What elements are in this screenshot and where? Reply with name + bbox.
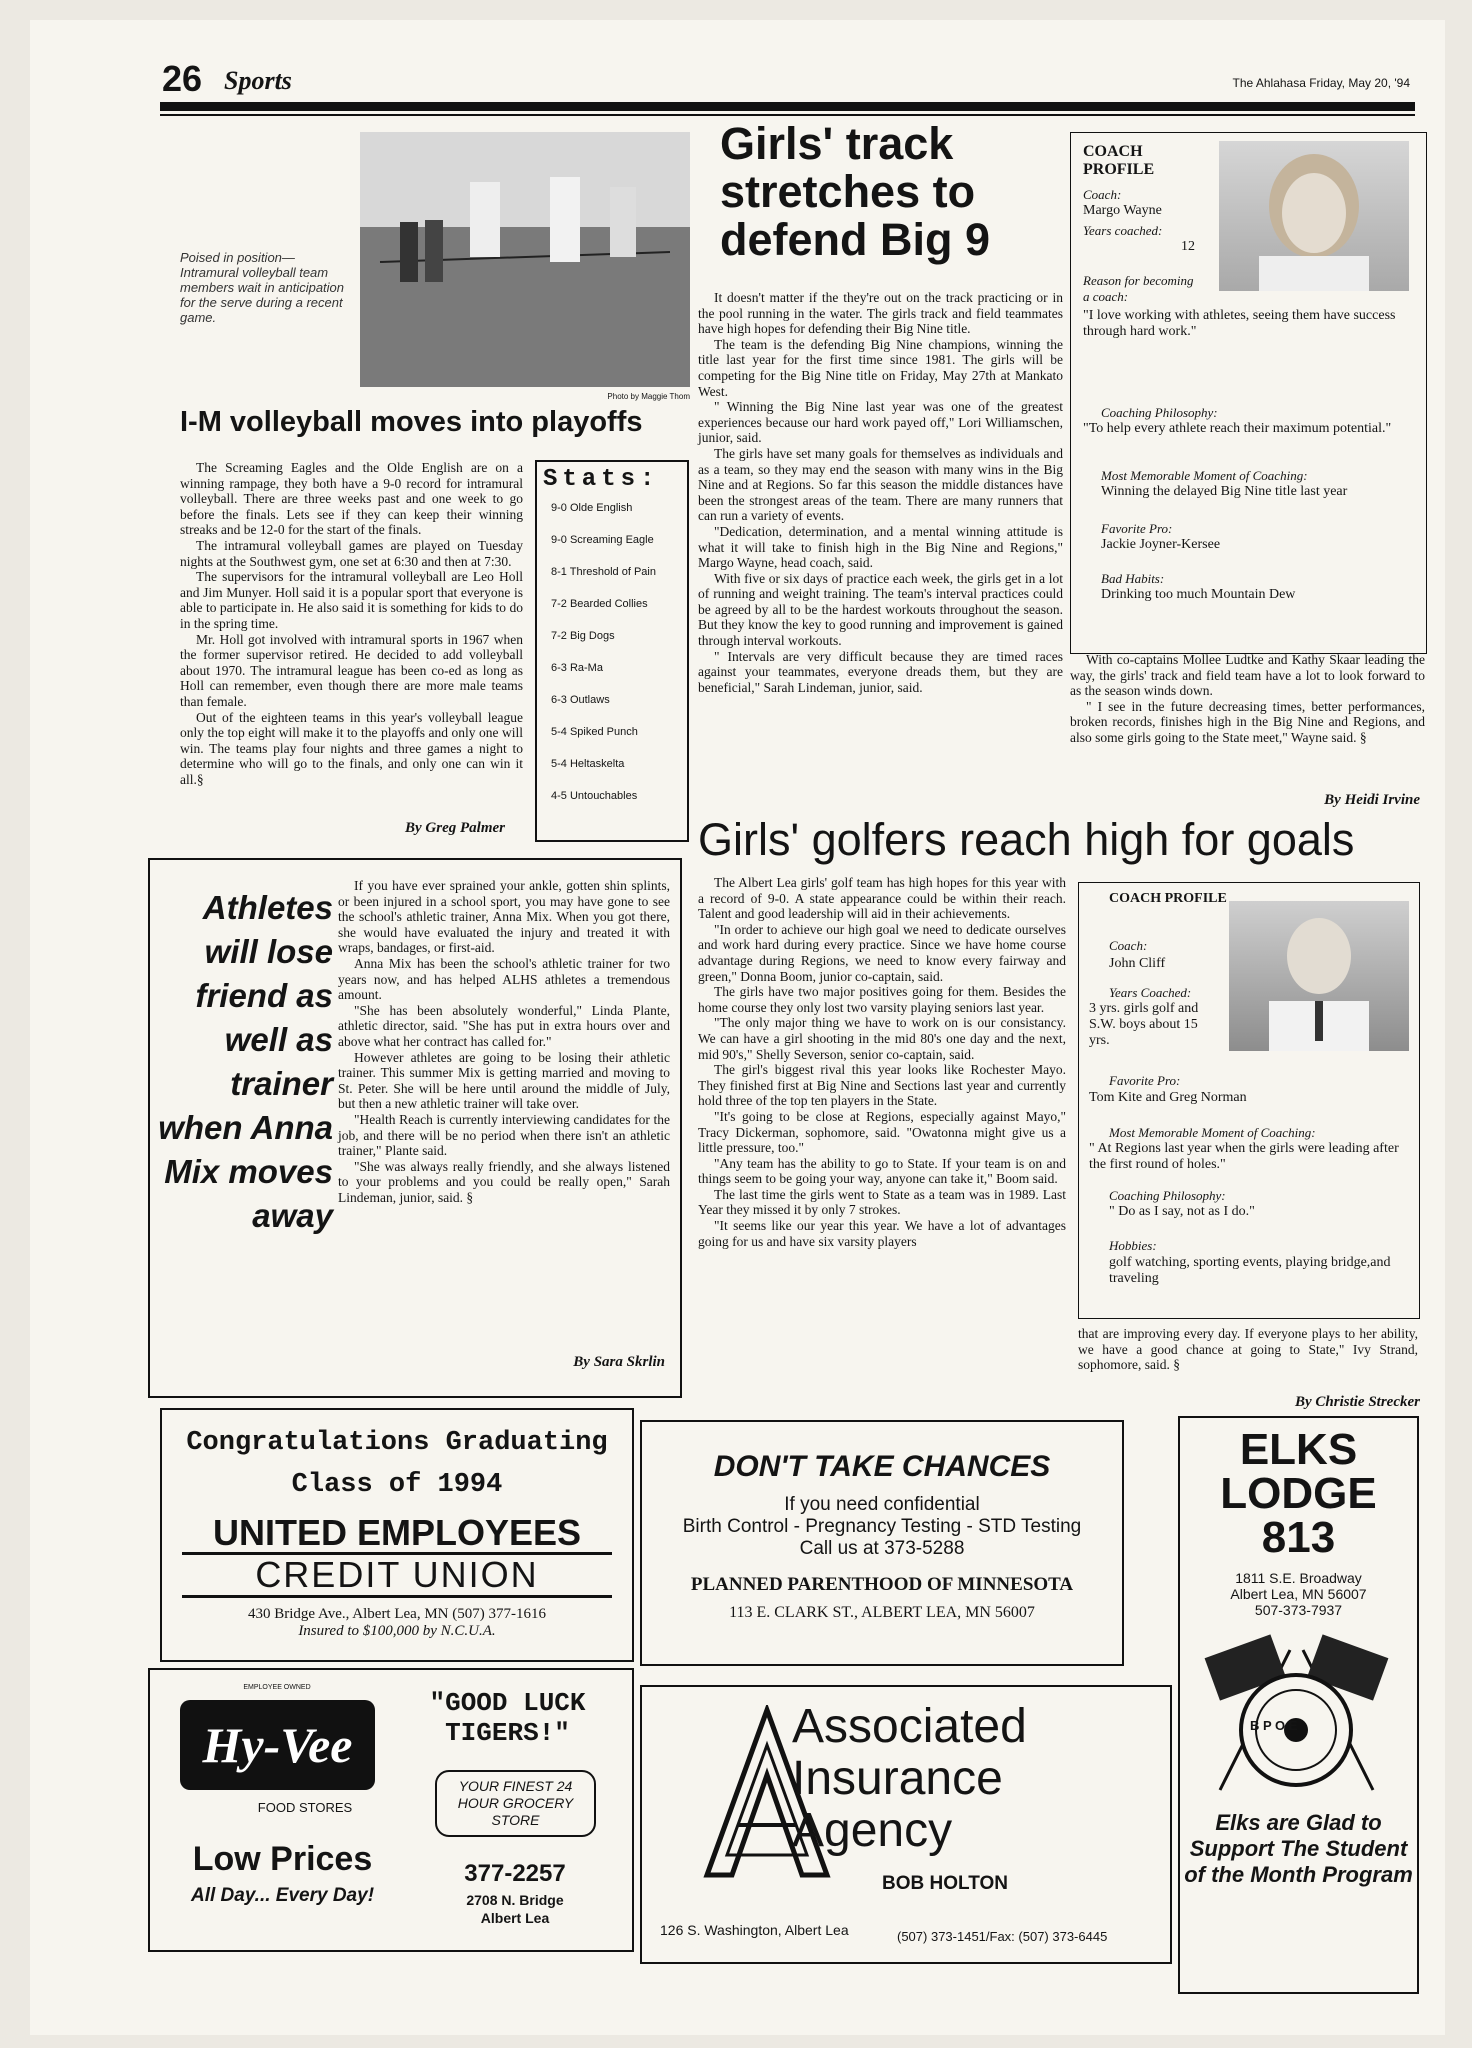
insurance-agent: BOB HOLTON xyxy=(882,1873,1008,1894)
ad-class-year: Class of 1994 xyxy=(291,1470,503,1500)
newspaper-page xyxy=(30,20,1445,2035)
reason-label: Reason for becoming a coach: xyxy=(1083,273,1194,304)
paragraph: If you have ever sprained your ankle, gotten shin splints, or been injured in a school sport, you may have gone to see the school's athletic trainer, Anna Mix. When you got there, she would have evaluated the injury and treated it with wraps, bandages, or first-aid. xyxy=(338,878,670,956)
photo-credit: Photo by Maggie Thom xyxy=(607,392,690,401)
elks-city: Albert Lea, MN 56007 xyxy=(1230,1586,1367,1602)
paragraph: It doesn't matter if the they're out on the track practicing or in the pool running in the water. The girls track and field teammates have high hopes for defending their Big Nine title. xyxy=(698,290,1063,337)
paragraph: The team is the defending Big Nine champions, winning the title last year for the first time since 1981. The girls will be competing for the Big Nine title on Friday, May 27th at Mankato West. xyxy=(698,336,1063,399)
paragraph: "It seems like our year this year. We have a lot of advantages going for us and have six varsity players xyxy=(698,1218,1066,1249)
paragraph: " Intervals are very difficult because they are timed races against your teammates, everyone dreads them, but they are beneficial," Sarah Lindeman, junior, said. xyxy=(698,648,1063,695)
paragraph: "It's going to be close at Regions, especially against Mayo," Tracy Dickerman, sophomore, said. "Owatonna might give us a little pressure, too." xyxy=(698,1108,1066,1156)
insurance-address: 126 S. Washington, Albert Lea xyxy=(660,1922,849,1938)
philosophy-value: " Do as I say, not as I do." xyxy=(1109,1204,1255,1219)
credit-union-insured: Insured to $100,000 by N.C.U.A. xyxy=(298,1623,496,1639)
philosophy-label: Coaching Philosophy: xyxy=(1101,405,1218,420)
trainer-headline: Athletes will lose friend as well as trainer when Anna Mix moves away xyxy=(158,889,333,1234)
elks-lodge-ad xyxy=(1178,1416,1419,1994)
paragraph: "Health Reach is currently interviewing candidates for the job, and there will be no period when there isn't an athletic trainer," Plante said. xyxy=(338,1111,670,1159)
insurance-name-line2: Insurance xyxy=(792,1752,1003,1805)
paragraph: "In order to achieve our high goal we need to dedicate ourselves and work hard during every practice. Since we have home course advantage during Regions, we need to know every fairway and green," Donna Boom, junior co-captain, said. xyxy=(698,921,1066,984)
hyvee-stores: FOOD STORES xyxy=(257,1800,353,1815)
planned-parenthood-ad xyxy=(640,1420,1124,1666)
hyvee-slogan: Low Prices xyxy=(192,1840,373,1878)
header-rule xyxy=(160,102,1415,111)
paragraph: Mr. Holl got involved with intramural sports in 1967 when the former supervisor retired. He decided to add volleyball about 1970. The intramural league has been co-ed as long as Holl can remember, even though there are more male teams than female. xyxy=(180,631,523,709)
habits-label: Bad Habits: xyxy=(1101,571,1165,586)
hyvee-ad xyxy=(148,1668,634,1952)
stats-list xyxy=(537,497,687,825)
golf-headline: Girls' golfers reach high for goals xyxy=(698,814,1355,865)
coach-label: Coach: xyxy=(1083,187,1122,202)
stat-row: 5-4 Heltaskelta xyxy=(551,758,625,770)
elks-emblem-letters: B P O E xyxy=(1250,1718,1298,1733)
hyvee-slogan-sub: All Day... Every Day! xyxy=(190,1885,375,1906)
credit-union-address: 430 Bridge Ave., Albert Lea, MN (507) 377-1616 xyxy=(247,1606,546,1622)
credit-union-ad xyxy=(160,1408,634,1662)
track-coach-profile xyxy=(1070,132,1427,654)
insurance-ad xyxy=(640,1685,1172,1964)
paragraph: The girl's biggest rival this year looks like Rochester Mayo. They finished first at Big Nine and Sections last year and currently hold three of the top ten players in the State. xyxy=(698,1062,1066,1109)
coach-name: John Cliff xyxy=(1109,956,1166,971)
paragraph: "Dedication, determination, and a mental winning attitude is what it will take to finish high in the Big Nine and Regions," Margo Wayne, head coach, said. xyxy=(698,523,1063,571)
ad-line: If you need confidential xyxy=(784,1494,980,1515)
coach-name: Margo Wayne xyxy=(1083,203,1162,218)
paragraph: With five or six days of practice each week, the girls get in a lot of running and weight training. The team's interval practices could be agreed by all to be the hardest workouts throughout the season. But they know the key to good running and improvement is gained through interval workouts. xyxy=(698,570,1063,649)
elks-address: 1811 S.E. Broadway xyxy=(1235,1570,1362,1586)
reason-value: "I love working with athletes, seeing them have success through hard work." xyxy=(1083,308,1396,339)
track-headline: Girls' track stretches to defend Big 9 xyxy=(720,118,991,265)
paper-dateline: The Ahlahasa Friday, May 20, '94 xyxy=(1232,76,1410,90)
hobbies-value: golf watching, sporting events, playing bridge,and traveling xyxy=(1109,1255,1391,1286)
philosophy-value: "To help every athlete reach their maximum potential." xyxy=(1083,421,1392,436)
philosophy-label: Coaching Philosophy: xyxy=(1109,1188,1226,1203)
paragraph: The supervisors for the intramural volleyball are Leo Holl and Jim Munyer. Holl said it is a popular sport that everyone is able to participate in. He also said it is something for kids to do in the spring time. xyxy=(180,569,523,631)
trainer-article-box xyxy=(148,858,682,1398)
portrait-art xyxy=(1219,141,1409,291)
track-article xyxy=(698,290,1063,695)
john-cliff-photo xyxy=(1229,901,1409,1051)
insurance-name-line1: Associated xyxy=(792,1700,1027,1753)
volleyball-photo xyxy=(360,132,690,387)
paragraph: "The only major thing we have to work on is our consistancy. We can have a girl shooting in the mid 80's one day and the next, mid 90's," Shelly Severson, senior co-captain, said. xyxy=(698,1015,1066,1062)
stat-row: 7-2 Bearded Collies xyxy=(551,598,648,610)
margo-wayne-photo xyxy=(1219,141,1409,291)
hyvee-owned: EMPLOYEE OWNED xyxy=(243,1684,311,1691)
paragraph: The girls have set many goals for themselves as individuals and as a team, so they may end the season with many wins in the Big Nine and at Regions. So far this season the middle distances have been the strongest areas of the team. There are many runners that can run a variety of events. xyxy=(698,445,1063,524)
paragraph: The girls have two major positives going for them. Besides the home course they only lost two varsity playing seniors last year. xyxy=(698,984,1066,1015)
hyvee-24hr-box: YOUR FINEST 24 HOUR GROCERY STORE xyxy=(435,1770,596,1837)
ad-line: Birth Control - Pregnancy Testing - STD Testing xyxy=(682,1516,1082,1537)
credit-union-name-line2: CREDIT UNION xyxy=(182,1555,612,1598)
volleyball-article xyxy=(180,460,523,787)
pro-value: Jackie Joyner-Kersee xyxy=(1101,537,1221,552)
golf-article-continued: that are improving every day. If everyone plays to her ability, we have a good chance at going to State," Ivy Strand, sophomore, said. § xyxy=(1078,1326,1418,1373)
ad-headline: DON'T TAKE CHANCES xyxy=(713,1450,1051,1483)
volleyball-photo-art xyxy=(360,132,690,387)
page-number: 26 xyxy=(162,58,203,99)
elks-name-line1: ELKS xyxy=(1239,1425,1358,1474)
years-value: 12 xyxy=(1181,239,1195,254)
golf-byline: By Christie Strecker xyxy=(1294,1394,1420,1410)
ad-headline: Congratulations Graduating xyxy=(186,1428,608,1458)
paragraph: "She has been absolutely wonderful," Linda Plante, athletic director, said. "She has put in extra hours over and above what her contract has called for." xyxy=(338,1002,670,1049)
paragraph: " Winning the Big Nine last year was one of the greatest experiences because our hard work payed off," Lori Williamschen, junior, said. xyxy=(698,399,1063,446)
pro-value: Tom Kite and Greg Norman xyxy=(1089,1090,1247,1105)
pro-label: Favorite Pro: xyxy=(1109,1073,1181,1088)
ad-address: 113 E. CLARK ST., ALBERT LEA, MN 56007 xyxy=(729,1604,1035,1621)
hyvee-city: Albert Lea xyxy=(480,1910,550,1926)
track-article-continued xyxy=(1070,652,1425,746)
paragraph: "Any team has the ability to go to State. If your team is on and things seem to be going your way, anyone can take it," Boom said. xyxy=(698,1155,1066,1187)
elks-name-line2: LODGE xyxy=(1220,1469,1377,1518)
good-luck-message: "GOOD LUCK TIGERS!" xyxy=(429,1688,586,1748)
hobbies-label: Hobbies: xyxy=(1109,1238,1157,1253)
ad-phone: Call us at 373-5288 xyxy=(799,1538,965,1559)
trainer-byline: By Sara Skrlin xyxy=(573,1354,665,1370)
insurance-phone: (507) 373-1451/Fax: (507) 373-6445 xyxy=(897,1929,1108,1944)
paragraph: With co-captains Mollee Ludtke and Kathy Skaar leading the way, the girls' track and field team have a lot to look forward to as the season winds down. xyxy=(1070,652,1425,699)
years-label: Years Coached: xyxy=(1109,985,1192,1000)
moment-label: Most Memorable Moment of Coaching: xyxy=(1101,468,1308,483)
paragraph: The last time the girls went to State as a team was in 1989. Last Year they missed it by only 7 strokes. xyxy=(698,1186,1066,1218)
hyvee-address: 2708 N. Bridge xyxy=(466,1892,564,1908)
ad-org-name: PLANNED PARENTHOOD OF MINNESOTA xyxy=(690,1574,1074,1595)
credit-union-name-line1: UNITED EMPLOYEES xyxy=(182,1514,612,1555)
paragraph: The intramural volleyball games are played on Tuesday nights at the Southwest gym, one set at 6:30 and then at 7:30. xyxy=(180,537,523,569)
volleyball-headline: I-M volleyball moves into playoffs xyxy=(180,406,643,438)
coach-profile-title: COACH PROFILE xyxy=(1109,891,1227,906)
moment-value: Winning the delayed Big Nine title last year xyxy=(1101,484,1348,499)
elks-emblem-art xyxy=(1180,1630,1413,1800)
stat-row: 7-2 Big Dogs xyxy=(551,630,615,642)
moment-label: Most Memorable Moment of Coaching: xyxy=(1109,1125,1316,1140)
elks-tagline: Elks are Glad to Support The Student of the Month Program xyxy=(1184,1810,1413,1887)
stat-row: 6-3 Outlaws xyxy=(551,694,610,706)
header-rule-thin xyxy=(160,114,1415,116)
stat-row: 8-1 Threshold of Pain xyxy=(551,566,656,578)
paragraph: Anna Mix has been the school's athletic trainer for two years now, and has helped ALHS athletes a tremendous amount. xyxy=(338,955,670,1003)
stat-row: 5-4 Spiked Punch xyxy=(551,726,638,738)
stats-title: Stats: xyxy=(543,466,660,493)
stat-row: 6-3 Ra-Ma xyxy=(551,662,603,674)
stat-row: 9-0 Olde English xyxy=(551,502,633,514)
coach-label: Coach: xyxy=(1109,938,1148,953)
volleyball-byline: By Greg Palmer xyxy=(405,820,505,836)
paragraph: The Albert Lea girls' golf team has high hopes for this year with a record of 9-0. A state appearance could be within their reach. Talent and good leadership will aid in their achievements. xyxy=(698,875,1066,922)
moment-value: " At Regions last year when the girls were leading after the first round of holes." xyxy=(1089,1141,1399,1172)
photo-caption: Poised in position— Intramural volleyball team members wait in anticipation for the serve during a recent game. xyxy=(180,250,345,325)
elks-emblem-icon xyxy=(1180,1630,1417,1800)
insurance-name-line3: Agency xyxy=(792,1804,953,1857)
paragraph: "She was always really friendly, and she always listened to your problems and you could be really open," Sarah Lindeman, junior, said. § xyxy=(338,1158,670,1205)
stats-box xyxy=(535,460,689,842)
hyvee-logo: Hy-Vee xyxy=(180,1700,375,1790)
portrait-art xyxy=(1229,901,1409,1051)
golf-article xyxy=(698,875,1066,1249)
paragraph: " I see in the future decreasing times, better performances, broken records, finishes high in the Big Nine and Regions, and also some girls going to the State meet," Wayne said. § xyxy=(1070,698,1425,745)
paragraph: The Screaming Eagles and the Olde English are on a winning rampage, they both have a 9-0 record for intramural volleyball. There are three weeks past and one week to go before the finals. Lets see if they can keep their winning streaks and be 12-0 for the start of the finals. xyxy=(180,460,523,538)
stat-row: 4-5 Untouchables xyxy=(551,790,638,802)
elks-phone: 507-373-7937 xyxy=(1254,1602,1343,1618)
years-value: 3 yrs. girls golf and S.W. boys about 15 yrs. xyxy=(1089,1001,1199,1048)
pro-label: Favorite Pro: xyxy=(1101,521,1173,536)
stat-row: 9-0 Screaming Eagle xyxy=(551,534,654,546)
track-byline: By Heidi Irvine xyxy=(1324,792,1420,808)
habits-value: Drinking too much Mountain Dew xyxy=(1101,587,1296,602)
paragraph: Out of the eighteen teams in this year's volleyball league only the top eight will make it to the playoffs and only one will win. The teams play four nights and three games a night to determine who will go to the finals, and only one can win it all.§ xyxy=(180,709,523,787)
elks-lodge-number: 813 xyxy=(1261,1513,1336,1562)
coach-profile-title: COACH PROFILE xyxy=(1083,143,1155,178)
section-name: Sports xyxy=(224,66,292,95)
hyvee-phone: 377-2257 xyxy=(464,1860,566,1887)
golf-coach-profile xyxy=(1078,882,1420,1319)
paragraph: However athletes are going to be losing their athletic trainer. This summer Mix is getting married and moving to St. Peter. She will be here until around the middle of July, but then a new athletic trainer will take over. xyxy=(338,1049,670,1112)
years-label: Years coached: xyxy=(1083,223,1163,238)
trainer-article xyxy=(338,878,670,1205)
